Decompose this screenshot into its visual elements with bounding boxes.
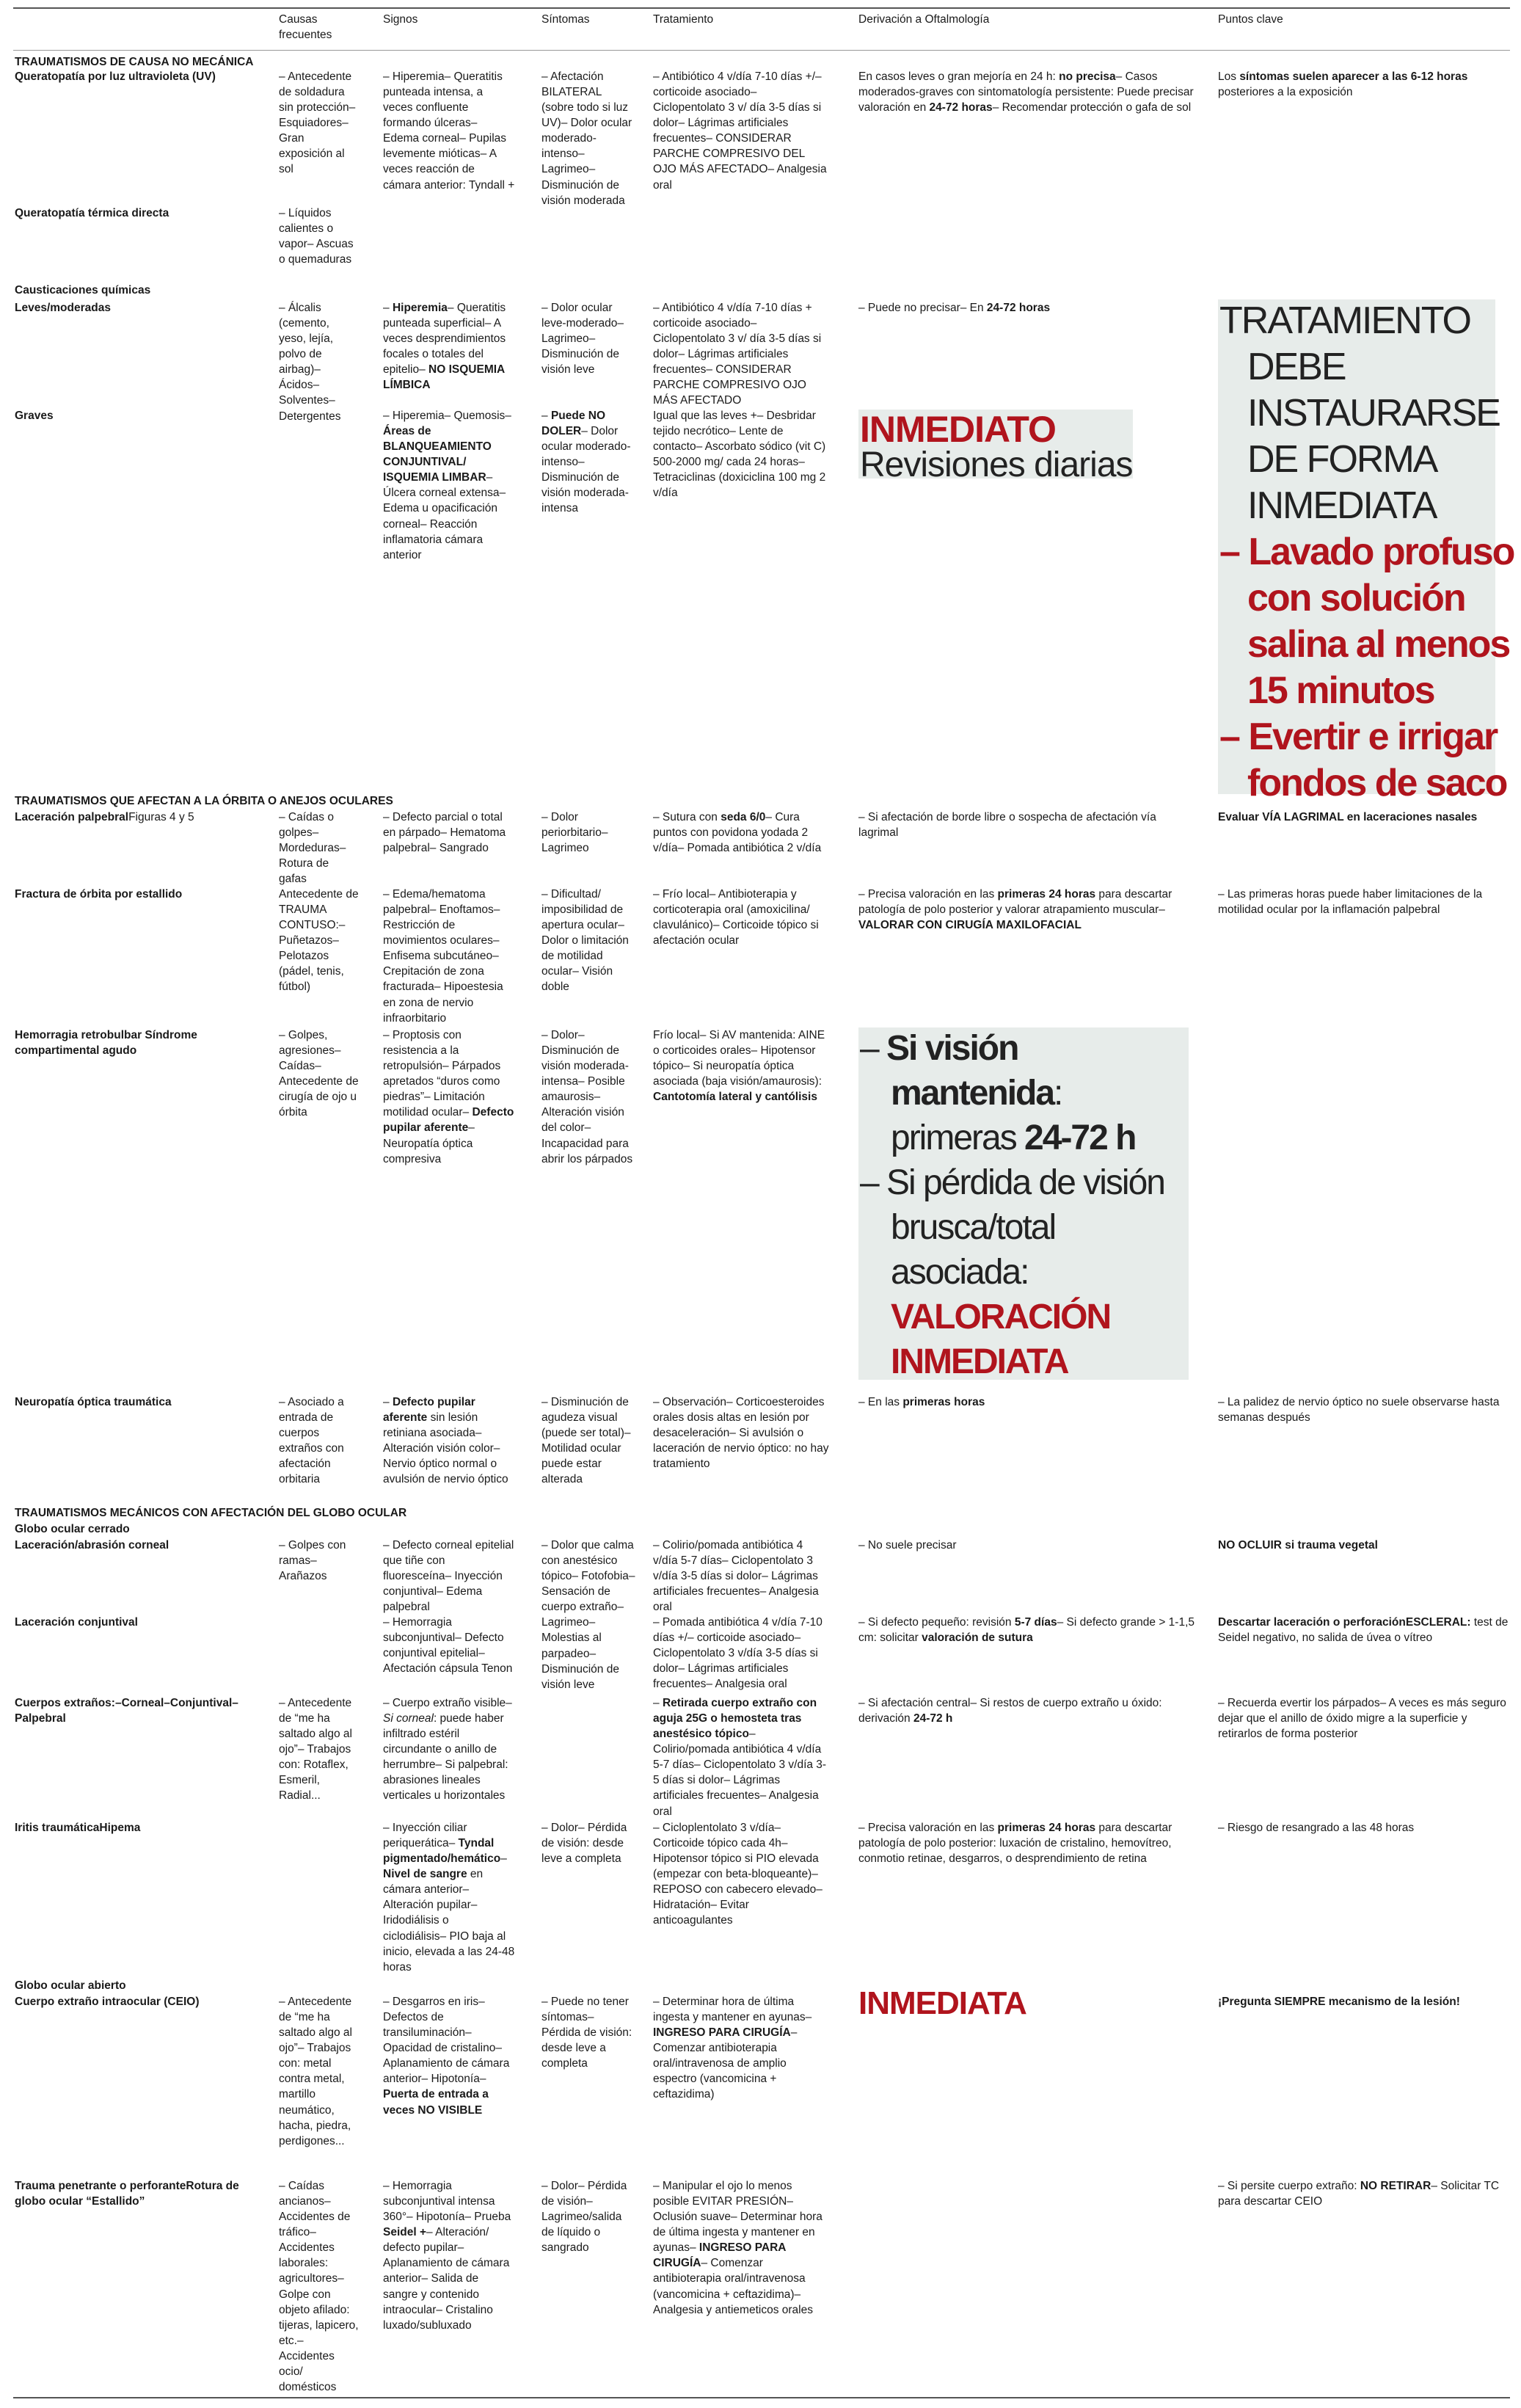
subsection-closed-globe: Globo ocular cerrado — [15, 1523, 130, 1535]
retro-referral-text: – Si visión mantenida: primeras 24-72 h – Si pérdida de visión brusca/total asociada: VALORACIÓN INMEDIATA — [860, 1029, 1164, 1381]
row-lid-treatment: – Sutura con seda 6/0– Cura puntos con povidona yodada 2 v/día– Pomada antibiótica 2 v/día — [653, 811, 822, 855]
row-ceio-signs: – Desgarros en iris– Defectos de transiluminación– Opacidad de cristalino– Aplanamiento de cámara anterior– Hipotonía– Puerta de entrada a veces NO VISIBLE — [383, 1996, 510, 2117]
row-uv-key: Los síntomas suelen aparecer a las 6-12 horas posteriores a la exposición — [1218, 70, 1468, 99]
row-conj-key: Descartar laceración o perforaciónESCLERAL: test de Seidel negativo, no salida de úvea o vítreo — [1218, 1616, 1509, 1645]
row-blowout-key: – Las primeras horas puede haber limitaciones de la motilidad ocular por la inflamación palpebral — [1218, 888, 1483, 917]
row-uv-symptoms: – Afectación BILATERAL (sobre todo si luz UV)– Dolor ocular moderado-intenso– Lagrimeo– Disminución de visión moderada — [541, 70, 632, 207]
row-iritis-key: – Riesgo de resangrado a las 48 horas — [1218, 1822, 1415, 1834]
row-blowout-treatment: – Frío local– Antibioterapia y corticoterapia oral (amoxicilina/ clavulánico)– Corticoide tópico si afectación ocular — [653, 888, 819, 947]
subsection-chemical: Causticaciones químicas — [15, 284, 151, 297]
row-chem-mild-referral: – Puede no precisar– En 24-72 horas — [858, 302, 1051, 314]
row-lid-key: Evaluar VÍA LAGRIMAL en laceraciones nasales — [1218, 811, 1478, 823]
row-retro-causes: – Golpes, agresiones– Caídas– Antecedente de cirugía de ojo u órbita — [279, 1029, 359, 1119]
row-optic-referral: – En las primeras horas — [858, 1396, 985, 1408]
row-lid-signs: – Defecto parcial o total en párpado– Hematoma palpebral– Sangrado — [383, 811, 506, 855]
row-uv-treatment: – Antibiótico 4 v/día 7-10 días +/– corticoide asociado– Ciclopentolato 3 v/ día 3-5 días si dolor– Lágrimas artificiales frecuentes– CONSIDERAR PARCHE COMPRESIVO DEL OJO MÁS AFECTADO– Analgesia oral — [653, 70, 827, 192]
row-corneal-referral: – No suele precisar — [858, 1539, 957, 1552]
referral-daily-label: Revisiones diarias — [860, 445, 1133, 484]
header-treatment: Tratamiento — [653, 13, 714, 26]
row-fb-treatment: – Retirada cuerpo extraño con aguja 25G o hemosteta tras anestésico tópico– Colirio/pomada antibiótica 4 v/día 5-7 días– Ciclopentolato 3 v/día 3-5 días si dolor– Lágrimas artificiales frecuentes– Analgesia oral — [653, 1697, 827, 1818]
row-chem-mild-signs: – Hiperemia– Queratitis punteada superficial– A veces desprendimientos focales o totales del epitelio– NO ISQUEMIA LÍMBICA — [383, 302, 506, 392]
row-conj-name: Laceración conjuntival — [15, 1616, 138, 1629]
row-uv-referral: En casos leves o gran mejoría en 24 h: no precisa– Casos moderados-graves con sintomatología persistente: Puede precisar valoración en 24-72 horas– Recomendar protección o gafa de sol — [858, 70, 1194, 114]
section-nonmechanical: TRAUMATISMOS DE CAUSA NO MECÁNICA — [15, 56, 254, 68]
row-corneal-causes: – Golpes con ramas– Arañazos — [279, 1539, 346, 1583]
row-open-treatment: – Manipular el ojo lo menos posible EVITAR PRESIÓN– Oclusión suave– Determinar hora de última ingesta y mantener en ayunas– INGRESO PARA CIRUGÍA– Comenzar antibioterapia oral/intravenosa (vancomicina + ceftazidima)– Analgesia y antiemeticos orales — [653, 2180, 822, 2316]
header-rule — [13, 50, 1510, 51]
row-blowout-causes: Antecedente de TRAUMA CONTUSO:– Puñetazos– Pelotazos (pádel, tenis, fútbol) — [279, 888, 359, 994]
row-ceio-treatment: – Determinar hora de última ingesta y mantener en ayunas– INGRESO PARA CIRUGÍA– Comenzar antibioterapia oral/intravenosa de amplio espectro (vancomicina + ceftazidima) — [653, 1996, 812, 2101]
row-ceio-name: Cuerpo extraño intraocular (CEIO) — [15, 1996, 200, 2008]
row-uv-causes: – Antecedente de soldadura sin protección– Esquiadores– Gran exposición al sol — [279, 70, 356, 176]
header-key-points: Puntos clave — [1218, 13, 1283, 26]
row-open-causes: – Caídas ancianos– Accidentes de tráfico– Accidentes laborales: agricultores– Golpe con objeto afilado: tijeras, lapicero, etc.– Accidentes ocio/ domésticos — [279, 2180, 359, 2394]
top-rule — [13, 7, 1510, 9]
row-ceio-symptoms: – Puede no tener síntomas– Pérdida de visión: desde leve a completa — [541, 1996, 632, 2070]
row-optic-name: Neuropatía óptica traumática — [15, 1396, 172, 1408]
retro-referral-box — [858, 1027, 1189, 1380]
row-lid-name: Laceración palpebralFiguras 4 y 5 — [15, 811, 194, 823]
row-thermal-causes: – Líquidos calientes o vapor– Ascuas o quemaduras — [279, 207, 354, 266]
row-blowout-referral: – Precisa valoración en las primeras 24 horas para descartar patología de polo posterior y valorar atrapamiento muscular– VALORAR CON CIRUGÍA MAXILOFACIAL — [858, 888, 1172, 932]
header-referral: Derivación a Oftalmología — [858, 13, 990, 26]
row-corneal-treatment: – Colirio/pomada antibiótica 4 v/día 5-7 días– Ciclopentolato 3 v/día 3-5 días si dolor– Lágrimas artificiales frecuentes– Analgesia oral — [653, 1539, 819, 1614]
referral-immediate-label: INMEDIATO — [860, 409, 1056, 450]
row-iritis-symptoms: – Dolor– Pérdida de visión: desde leve a completa — [541, 1822, 627, 1866]
row-fb-referral: – Si afectación central– Si restos de cuerpo extraño u óxido: derivación 24-72 h — [858, 1697, 1162, 1725]
row-conj-signs: – Hemorragia subconjuntival– Defecto conjuntival epitelial– Afectación cápsula Tenon — [383, 1616, 513, 1676]
row-iritis-referral: – Precisa valoración en las primeras 24 horas para descartar patología de polo posterior: luxación de cristalino, hemovítreo, conmotio retinae, desgarros, o desprendimiento de retina — [858, 1822, 1172, 1866]
row-chem-mild-causes: – Álcalis (cemento, yeso, lejía, polvo de airbag)– Ácidos– Solventes– Detergentes — [279, 302, 341, 423]
row-corneal-key: NO OCLUIR si trauma vegetal — [1218, 1539, 1378, 1552]
row-uv-signs: – Hiperemia– Queratitis punteada intensa, a veces confluente formando úlceras– Edema corneal– Pupilas levemente mióticas– A veces reacción de cámara anterior: Tyndall + — [383, 70, 515, 192]
row-lid-causes: – Caídas o golpes– Mordeduras– Rotura de gafas — [279, 811, 346, 886]
row-optic-causes: – Asociado a entrada de cuerpos extraños con afectación orbitaria — [279, 1396, 344, 1486]
row-iritis-signs: – Inyección ciliar periquerática– Tyndal pigmentado/hemático– Nivel de sangre en cámara anterior– Alteración pupilar– Iridodiálisis o ciclodiálisis– PIO baja al inicio, elevada a las 24-48 horas — [383, 1822, 515, 1974]
row-chem-mild-treatment: – Antibiótico 4 v/día 7-10 días + corticoide asociado– Ciclopentolato 3 v/ día 3-5 días si dolor– Lágrimas artificiales frecuentes– CONSIDERAR PARCHE COMPRESIVO OJO MÁS AFECTADO — [653, 302, 822, 407]
row-blowout-signs: – Edema/hematoma palpebral– Enoftamos– Restricción de movimientos oculares– Enfisema subcutáneo– Crepitación de zona fracturada– Hipoestesia en zona de nervio infraorbitario — [383, 888, 503, 1025]
row-fb-key: – Recuerda evertir los párpados– A veces es más seguro dejar que el anillo de óxido migre a la superficie y retirarlos de forma posterior — [1218, 1697, 1506, 1741]
row-optic-symptoms: – Disminución de agudeza visual (puede ser total)– Motilidad ocular puede estar alterada — [541, 1396, 631, 1486]
header-causes: Causas frecuentes — [279, 13, 332, 42]
row-fb-causes: – Antecedente de “me ha saltado algo al ojo”– Trabajos con: Rotaflex, Esmeril, Radial... — [279, 1697, 352, 1803]
row-open-key: – Si persite cuerpo extraño: NO RETIRAR– Solicitar TC para descartar CEIO — [1218, 2180, 1500, 2208]
row-chem-severe-symptoms: – Puede NO DOLER– Dolor ocular moderado-intenso– Disminución de visión moderada-intensa — [541, 410, 631, 515]
row-lid-referral: – Si afectación de borde libre o sospecha de afectación vía lagrimal — [858, 811, 1156, 840]
row-conj-referral: – Si defecto pequeño: revisión 5-7 días– Si defecto grande > 1-1,5 cm: solicitar valoración de sutura — [858, 1616, 1195, 1645]
row-uv-name: Queratopatía por luz ultravioleta (UV) — [15, 70, 216, 83]
row-blowout-name: Fractura de órbita por estallido — [15, 888, 183, 901]
row-chem-mild-name: Leves/moderadas — [15, 302, 111, 314]
row-chem-severe-signs: – Hiperemia– Quemosis– Áreas de BLANQUEAMIENTO CONJUNTIVAL/ ISQUEMIA LIMBAR– Úlcera corneal extensa– Edema u opacificación corneal– Reacción inflamatoria cámara anterior — [383, 410, 511, 561]
row-retro-signs: – Proptosis con resistencia a la retropulsión– Párpados apretados “duros como piedras”– Limitación motilidad ocular– Defecto pupilar aferente– Neuropatía óptica compresiva — [383, 1029, 514, 1165]
row-chem-severe-name: Graves — [15, 410, 54, 422]
section-orbit: TRAUMATISMOS QUE AFECTAN A LA ÓRBITA O ANEJOS OCULARES — [15, 795, 393, 807]
row-iritis-name: Iritis traumáticaHipema — [15, 1822, 141, 1834]
row-fb-name: Cuerpos extraños:–Corneal–Conjuntival–Palpebral — [15, 1697, 238, 1725]
row-open-name: Trauma penetrante o perforanteRotura de globo ocular “Estallido” — [15, 2180, 239, 2208]
row-retro-name: Hemorragia retrobulbar Síndrome compartimental agudo — [15, 1029, 197, 1058]
subsection-open-globe: Globo ocular abierto — [15, 1979, 126, 1992]
row-fb-signs: – Cuerpo extraño visible– Si corneal: puede haber infiltrado estéril circundante o anillo de herrumbre– Si palpebral: abrasiones lineales verticales u horizontales — [383, 1697, 512, 1803]
referral-box-immediate — [858, 409, 1133, 484]
row-optic-signs: – Defecto pupilar aferente sin lesión retiniana asociada– Alteración visión color– Nervio óptico normal o avulsión de nervio óptico — [383, 1396, 508, 1486]
row-ceio-key: ¡Pregunta SIEMPRE mecanismo de la lesión! — [1218, 1996, 1460, 2008]
row-corneal-signs: – Defecto corneal epitelial que tiñe con fluoresceína– Inyección conjuntival– Edema palpebral — [383, 1539, 514, 1614]
row-lid-symptoms: – Dolor periorbitario– Lagrimeo — [541, 811, 608, 855]
section-globe: TRAUMATISMOS MECÁNICOS CON AFECTACIÓN DEL GLOBO OCULAR — [15, 1507, 407, 1519]
chemical-box-text: TRATAMIENTO DEBE INSTAURARSE DE FORMA INMEDIATA – Lavado profuso con solución salina al menos 15 minutos – Evertir e irrigar fondos de saco — [1219, 299, 1514, 804]
row-retro-treatment: Frío local– Si AV mantenida: AINE o corticoides orales– Hipotensor tópico– Si neuropatía óptica asociada (baja visión/amaurosis): Cantotomía lateral y cantólisis — [653, 1029, 825, 1104]
header-symptoms: Síntomas — [541, 13, 590, 26]
row-chem-severe-treatment: Igual que las leves +– Desbridar tejido necrótico– Lente de contacto– Ascorbato sódico (vit C) 500-2000 mg/ cada 24 horas– Tetraciclinas (doxiciclina 100 mg 2 v/día — [653, 410, 826, 500]
row-blowout-symptoms: – Dificultad/ imposibilidad de apertura ocular– Dolor o limitación de motilidad ocular– Visión doble — [541, 888, 629, 994]
row-corneal-symptoms: – Dolor que calma con anestésico tópico– Fotofobia– Sensación de cuerpo extraño– Lagrimeo– Molestias al parpadeo– Disminución de visión leve — [541, 1539, 635, 1691]
chemical-treatment-box — [1218, 299, 1514, 804]
row-open-symptoms: – Dolor– Pérdida de visión– Lagrimeo/salida de líquido o sangrado — [541, 2180, 627, 2255]
row-ceio-causes: – Antecedente de “me ha saltado algo al ojo”– Trabajos con: metal contra metal, martillo neumático, hacha, piedra, perdigones... — [279, 1996, 352, 2147]
row-optic-key: – La palidez de nervio óptico no suele observarse hasta semanas después — [1218, 1396, 1500, 1425]
row-optic-treatment: – Observación– Corticoesteroides orales dosis altas en lesión por desaceleración– Si avulsión o laceración de nervio óptico: no hay tratamiento — [653, 1396, 829, 1471]
row-iritis-treatment: – Cicloplentolato 3 v/día– Corticoide tópico cada 4h– Hipotensor tópico si PIO elevada (empezar con beta-bloqueante)– REPOSO con cabecero elevado– Hidratación– Evitar anticoagulantes — [653, 1822, 822, 1927]
row-corneal-name: Laceración/abrasión corneal — [15, 1539, 169, 1552]
row-open-signs: – Hemorragia subconjuntival intensa 360°– Hipotonía– Prueba Seidel +– Alteración/ defecto pupilar– Aplanamiento de cámara anterior– Salida de sangre y contenido intraocular– Cristalino luxado/subluxado — [383, 2180, 511, 2332]
row-chem-mild-symptoms: – Dolor ocular leve-moderado– Lagrimeo– Disminución de visión leve — [541, 302, 624, 377]
header-signs: Signos — [383, 13, 418, 26]
row-ceio-referral-immediate: INMEDIATA — [858, 1985, 1026, 2021]
row-retro-symptoms: – Dolor– Disminución de visión moderada-intensa– Posible amaurosis– Alteración visión del color– Incapacidad para abrir los párpados — [541, 1029, 633, 1165]
row-conj-treatment: – Pomada antibiótica 4 v/día 7-10 días +/– corticoide asociado– Ciclopentolato 3 v/día 3-5 días si dolor– Lágrimas artificiales frecuentes– Analgesia oral — [653, 1616, 822, 1691]
row-thermal-name: Queratopatía térmica directa — [15, 207, 169, 219]
bottom-rule — [13, 2397, 1510, 2398]
